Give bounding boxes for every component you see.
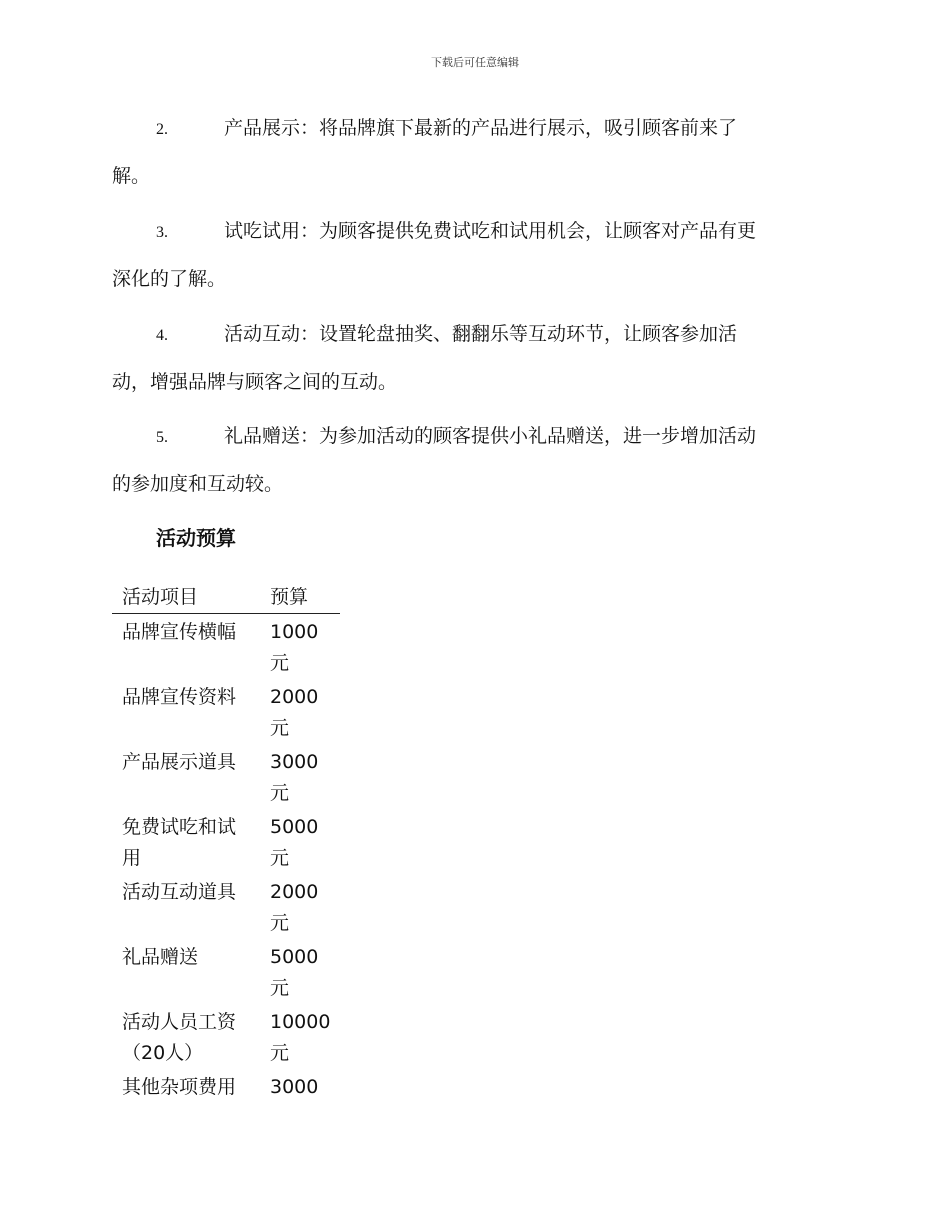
page-header: 下载后可任意编辑	[431, 56, 519, 69]
list-text-line1: 活动互动：设置轮盘抽奖、翻翻乐等互动环节，让顾客参加活	[224, 323, 738, 345]
list-item-2	[112, 105, 836, 199]
list-text-line1: 产品展示：将品牌旗下最新的产品进行展示，吸引顾客前来了	[224, 117, 738, 139]
budget-cell: 10000元	[270, 1011, 331, 1064]
budget-cell: 3000元	[270, 751, 319, 804]
table-row	[112, 1004, 340, 1069]
list-number: 5.	[156, 429, 168, 446]
column-header-item: 活动项目	[112, 582, 260, 614]
item-cell: 免费试吃和试用	[122, 816, 237, 869]
item-cell: 礼品赠送	[122, 946, 199, 968]
section-heading: 活动预算	[156, 526, 236, 550]
list-text-line1: 试吃试用：为顾客提供免费试吃和试用机会，让顾客对产品有更	[224, 220, 757, 242]
item-cell: 品牌宣传资料	[122, 686, 237, 708]
budget-cell: 3000	[270, 1076, 319, 1098]
item-cell: 产品展示道具	[122, 751, 237, 773]
list-text-line2: 的参加度和互动较。	[112, 473, 284, 495]
item-cell: 品牌宣传横幅	[122, 621, 237, 643]
list-text-line2: 解。	[112, 165, 151, 187]
table-row	[112, 1069, 340, 1134]
list-item-5	[112, 413, 836, 507]
budget-cell: 1000元	[270, 621, 319, 674]
budget-cell: 5000元	[270, 946, 319, 999]
item-cell: 活动人员工资（20人）	[122, 1011, 237, 1064]
list-number: 3.	[156, 224, 168, 241]
column-header-budget: 预算	[260, 582, 340, 614]
list-number: 4.	[156, 327, 168, 344]
list-text-line2: 动，增强品牌与顾客之间的互动。	[112, 371, 398, 393]
budget-cell: 5000元	[270, 816, 319, 869]
item-cell: 活动互动道具	[122, 881, 237, 903]
list-item-3	[112, 208, 836, 302]
item-cell: 其他杂项费用	[122, 1076, 237, 1098]
table-header-row	[112, 582, 340, 614]
list-text-line2: 深化的了解。	[112, 268, 227, 290]
budget-table	[112, 582, 340, 1134]
table-row	[112, 809, 340, 874]
table-row	[112, 614, 340, 680]
budget-cell: 2000元	[270, 881, 319, 934]
table-row	[112, 939, 340, 1004]
list-text-line1: 礼品赠送：为参加活动的顾客提供小礼品赠送，进一步增加活动	[224, 425, 757, 447]
table-row	[112, 744, 340, 809]
list-item-4	[112, 311, 836, 405]
list-number: 2.	[156, 121, 168, 138]
table-row	[112, 679, 340, 744]
budget-cell: 2000元	[270, 686, 319, 739]
table-row	[112, 874, 340, 939]
